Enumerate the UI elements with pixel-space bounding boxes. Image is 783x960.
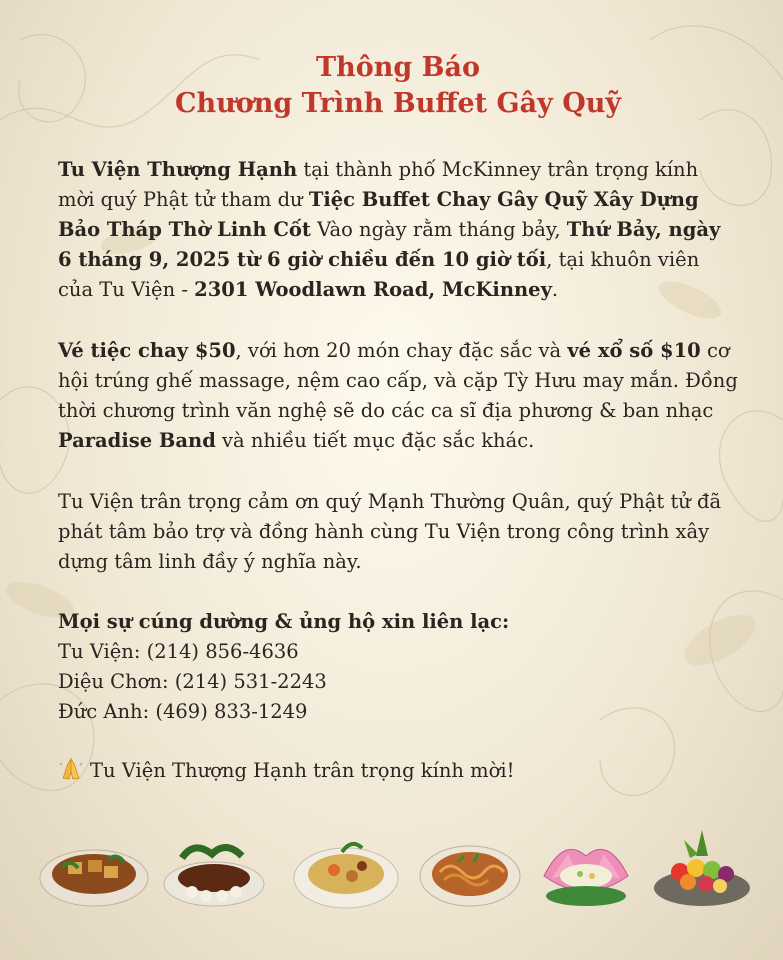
ticket-text-3: và nhiều tiết mục đặc sắc khác. [215, 429, 535, 452]
praying-hands-icon [58, 757, 84, 781]
event-address: 2301 Woodlawn Road, McKinney [194, 278, 552, 301]
invitation-text-4: . [551, 278, 559, 301]
contact-line-dieu-chon: Diệu Chơn: (214) 531-2243 [58, 670, 327, 693]
dinner-ticket-price: Vé tiệc chay $50 [58, 339, 236, 362]
braised-tofu-dish-icon [38, 830, 150, 910]
invitation-paragraph [58, 155, 738, 305]
page-title [58, 50, 738, 122]
ticket-text-2: cơ hội trúng ghế massage, nệm cao cấp, và cặp Tỳ Hưu may mắn. Đồng thời chương trình văn nghệ sẽ do các ca sĩ địa phương & ban nhạc [58, 339, 738, 422]
event-name: Tiệc Buffet Chay Gây Quỹ Xây Dựng Bảo Tháp Thờ Linh Cốt [58, 188, 699, 241]
stir-fried-noodles-dish-icon [418, 832, 522, 912]
contact-line-duc-anh: Đức Anh: (469) 833-1249 [58, 700, 308, 723]
invitation-text-1: tại thành phố McKinney trân trọng kính mời quý Phật tử tham dư [58, 158, 699, 211]
ticket-text-1: , với hơn 20 món chay đặc sắc và [235, 339, 568, 362]
contact-heading: Mọi sự cúng dường & ủng hộ xin liên lạc: [58, 610, 510, 633]
raffle-ticket-price: vé xổ số $10 [567, 339, 701, 362]
food-images-row [0, 820, 783, 920]
announcement [58, 50, 738, 786]
ticket-paragraph [58, 336, 738, 456]
invitation-text-2: Vào ngày rằm tháng bảy, [310, 218, 567, 241]
lotus-platter-dish-icon [534, 826, 638, 912]
title-line-2: Chương Trình Buffet Gây Quỹ [174, 88, 622, 119]
thanks-paragraph: Tu Viện trân trọng cảm ơn quý Mạnh Thường Quân, quý Phật tử đã phát tâm bảo trợ và đồng hành cùng Tu Viện trong công trình xây dựng tâm linh đầy ý nghĩa này. [58, 490, 722, 573]
rice-rolls-dish-icon [162, 828, 266, 912]
contact-line-monastery: Tu Viện: (214) 856-4636 [58, 640, 299, 663]
closing-line [58, 756, 738, 786]
event-date-time: Thứ Bảy, ngày 6 tháng 9, 2025 từ 6 giờ chiều đến 10 giờ tối [58, 218, 721, 271]
fruit-platter-dish-icon [650, 822, 754, 914]
vegetable-soup-dish-icon [292, 830, 400, 914]
title-line-1: Thông Báo [316, 52, 480, 83]
invitation-text-3: , tại khuôn viên của Tu Viện - [58, 248, 700, 301]
band-name: Paradise Band [58, 429, 216, 452]
monastery-name: Tu Viện Thượng Hạnh [58, 158, 298, 181]
closing-text: Tu Viện Thượng Hạnh trân trọng kính mời! [90, 759, 515, 782]
